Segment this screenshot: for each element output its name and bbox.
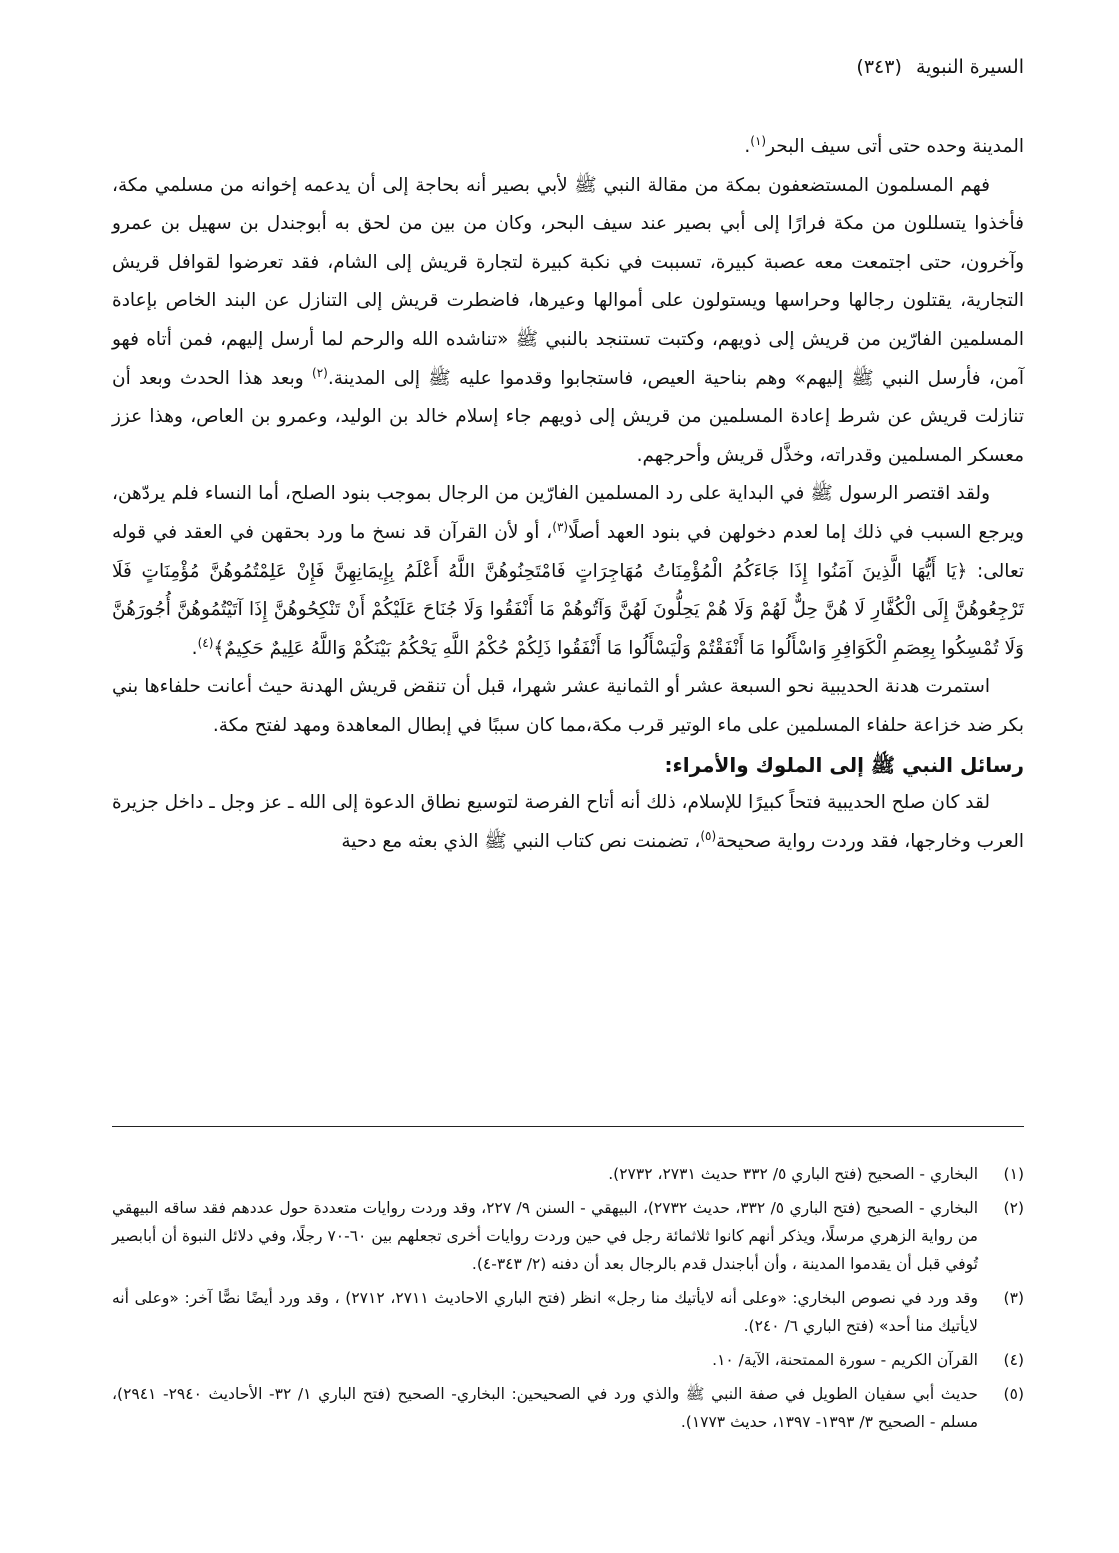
paragraph-5-continued: ، تضمنت نص كتاب النبي ﷺ الذي بعثه مع دحية — [341, 830, 701, 852]
footnote-ref-1: (١) — [750, 133, 767, 148]
footnote-ref-2: (٢) — [312, 365, 328, 380]
footnote-3 — [112, 1284, 1024, 1340]
footnote-ref-3: (٣) — [552, 519, 569, 534]
footnote-text: البخاري - الصحيح (فتح الباري ٥/ ٣٣٢، حديث ٢٧٣٢)، البيهقي - السنن ٩/ ٢٢٧، وقد وردت روايات متعددة حول عددهم فقد ساقه البيهقي من رواية الزهري مرسلًا، ويذكر أنهم كانوا ثلاثمائة رجل في حين وردت روايات أخرى تجعلهم بين ٦٠-٧٠ رجلًا، وفي دلائل النبوة أن أبابصير تُوفي قبل أن يقدموا المدينة ، وأن أباجندل قدم بالرجال بعد أن دفنه (٢/ ٣٤٣-٤). — [112, 1199, 979, 1273]
footnote-text: البخاري - الصحيح (فتح الباري ٥/ ٣٣٢ حديث ٢٧٣١، ٢٧٣٢). — [608, 1165, 978, 1183]
footnote-text: القرآن الكريم - سورة الممتحنة، الآية/ ١٠. — [712, 1351, 978, 1369]
paragraph-1 — [112, 128, 1024, 167]
footnote-5 — [112, 1380, 1024, 1436]
paragraph-1-text: المدينة وحده حتى أتى سيف البحر — [766, 136, 1024, 157]
footnote-text: وقد ورد في نصوص البخاري: «وعلى أنه لايأتيك منا رجل» انظر (فتح الباري الاحاديث ٢٧١١، ٢٧١٢) ، وقد ورد أيضًا نصًّا آخر: «وعلى أنه لايأتيك منا أحد» (فتح الباري ٦/ ٢٤٠). — [112, 1289, 978, 1335]
paragraph-5-text: لقد كان صلح الحديبية فتحاً كبيرًا للإسلام، ذلك أنه أتاح الفرصة لتوسيع نطاق الدعوة إلى الله ـ عز وجل ـ داخل جزيرة العرب وخارجها، فقد وردت رواية صحيحة — [112, 792, 1024, 852]
main-text — [112, 128, 1024, 861]
footnote-separator — [112, 1126, 1024, 1127]
footnote-number: (٥) — [1003, 1385, 1024, 1403]
paragraph-3-end: . — [191, 637, 198, 659]
footnote-number: (٣) — [1003, 1289, 1024, 1307]
running-header — [856, 56, 1024, 78]
section-heading: رسائل النبي ﷺ إلى الملوك والأمراء: — [664, 752, 1024, 777]
paragraph-3 — [112, 475, 1024, 668]
paragraph-1-end: . — [744, 136, 751, 157]
paragraph-4: استمرت هدنة الحديبية نحو السبعة عشر أو الثمانية عشر شهرا، قبل أن تنقض قريش الهدنة حيث أعانت حلفاءها بني بكر ضد خزاعة حلفاء المسلمين على ماء الوتير قرب مكة،مما كان سببًا في إبطال المعاهدة ومهد لفتح مكة. — [112, 676, 1024, 736]
paragraph-2-text: فهم المسلمون المستضعفون بمكة من مقالة النبي ﷺ لأبي بصير أنه بحاجة إلى أن يدعمه إخوانه من مسلمي مكة، فأخذوا يتسللون من مكة فرارًا إلى أبي بصير عند سيف البحر، وكان من بين من لحق به أبوجندل بن سهيل بن عمرو وآخرون، حتى اجتمعت معه عصبة كبيرة، تسببت في نكبة كبيرة لتجارة قريش إلى الشام، فقد تعرضوا لقوافل قريش التجارية، يقتلون رجالها وحراسها ويستولون على أموالها وعيرها، فاضطرت قريش إلى التنازل عن البند الخاص بإعادة المسلمين الفارّين من قريش إلى ذويهم، وكتبت تستنجد بالنبي ﷺ «تناشده الله والرحم لما أرسل إليهم، فمن أتاه فهو آمن، فأرسل النبي ﷺ إليهم» وهم بناحية العيص، فاستجابوا وقدموا عليه ﷺ إلى المدينة. — [112, 174, 1024, 389]
footnote-ref-4: (٤) — [197, 635, 214, 650]
paragraph-3-continued: ، أو لأن القرآن قد نسخ ما ورد بحقهن في العقد في قوله تعالى: — [112, 521, 1025, 582]
footnote-2 — [112, 1194, 1024, 1278]
book-title: السيرة النبوية — [915, 56, 1024, 78]
footnote-ref-5: (٥) — [700, 828, 717, 843]
footnotes — [112, 1160, 1024, 1442]
footnote-number: (١) — [1003, 1165, 1024, 1183]
footnote-number: (٢) — [1003, 1199, 1024, 1217]
page-number: (٣٤٣) — [856, 56, 902, 78]
paragraph-2-continued: وبعد هذا الحدث وبعد أن تنازلت قريش عن شرط إعادة المسلمين من قريش إلى ذويهم جاء إسلام خالد بن الوليد، وعمرو بن العاص، وهذا عزز معسكر المسلمين وقدراته، وخذَّل قريش وأحرجهم. — [112, 367, 1024, 466]
paragraph-2 — [112, 167, 1024, 476]
footnote-text: حديث أبي سفيان الطويل في صفة النبي ﷺ والذي ورد في الصحيحين: البخاري- الصحيح (فتح الباري ١/ ٣٢- الأحاديث ٢٩٤٠- ٢٩٤١)، مسلم - الصحيح ٣/ ١٣٩٣- ١٣٩٧، حديث ١٧٧٣). — [112, 1385, 978, 1431]
paragraph-3-text: ولقد اقتصر الرسول ﷺ في البداية على رد المسلمين الفارّين من الرجال بموجب بنود الصلح، أما النساء فلم يردّهن، ويرجع السبب في ذلك إما لعدم دخولهن في بنود العهد أصلًا — [112, 483, 1024, 543]
footnote-4 — [112, 1346, 1024, 1374]
footnote-number: (٤) — [1003, 1351, 1024, 1369]
paragraph-5 — [112, 784, 1024, 861]
footnote-1 — [112, 1160, 1024, 1188]
quran-verse: ﴿يَا أَيُّهَا الَّذِينَ آمَنُوا إِذَا جَاءَكُمُ الْمُؤْمِنَاتُ مُهَاجِرَاتٍ فَامْتَحِنُوهُنَّ اللَّهُ أَعْلَمُ بِإِيمَانِهِنَّ فَإِنْ عَلِمْتُمُوهُنَّ مُؤْمِنَاتٍ فَلَا تَرْجِعُوهُنَّ إِلَى الْكُفَّارِ لَا هُنَّ حِلٌّ لَهُمْ وَلَا هُمْ يَحِلُّونَ لَهُنَّ وَآتُوهُمْ مَا أَنْفَقُوا وَلَا جُنَاحَ عَلَيْكُمْ أَنْ تَنْكِحُوهُنَّ إِذَا آتَيْتُمُوهُنَّ أُجُورَهُنَّ وَلَا تُمْسِكُوا بِعِصَمِ الْكَوَافِرِ وَاسْأَلُوا مَا أَنْفَقْتُمْ وَلْيَسْأَلُوا مَا أَنْفَقُوا ذَلِكُمْ حُكْمُ اللَّهِ يَحْكُمُ بَيْنَكُمْ وَاللَّهُ عَلِيمٌ حَكِيمٌ﴾ — [112, 560, 1024, 659]
